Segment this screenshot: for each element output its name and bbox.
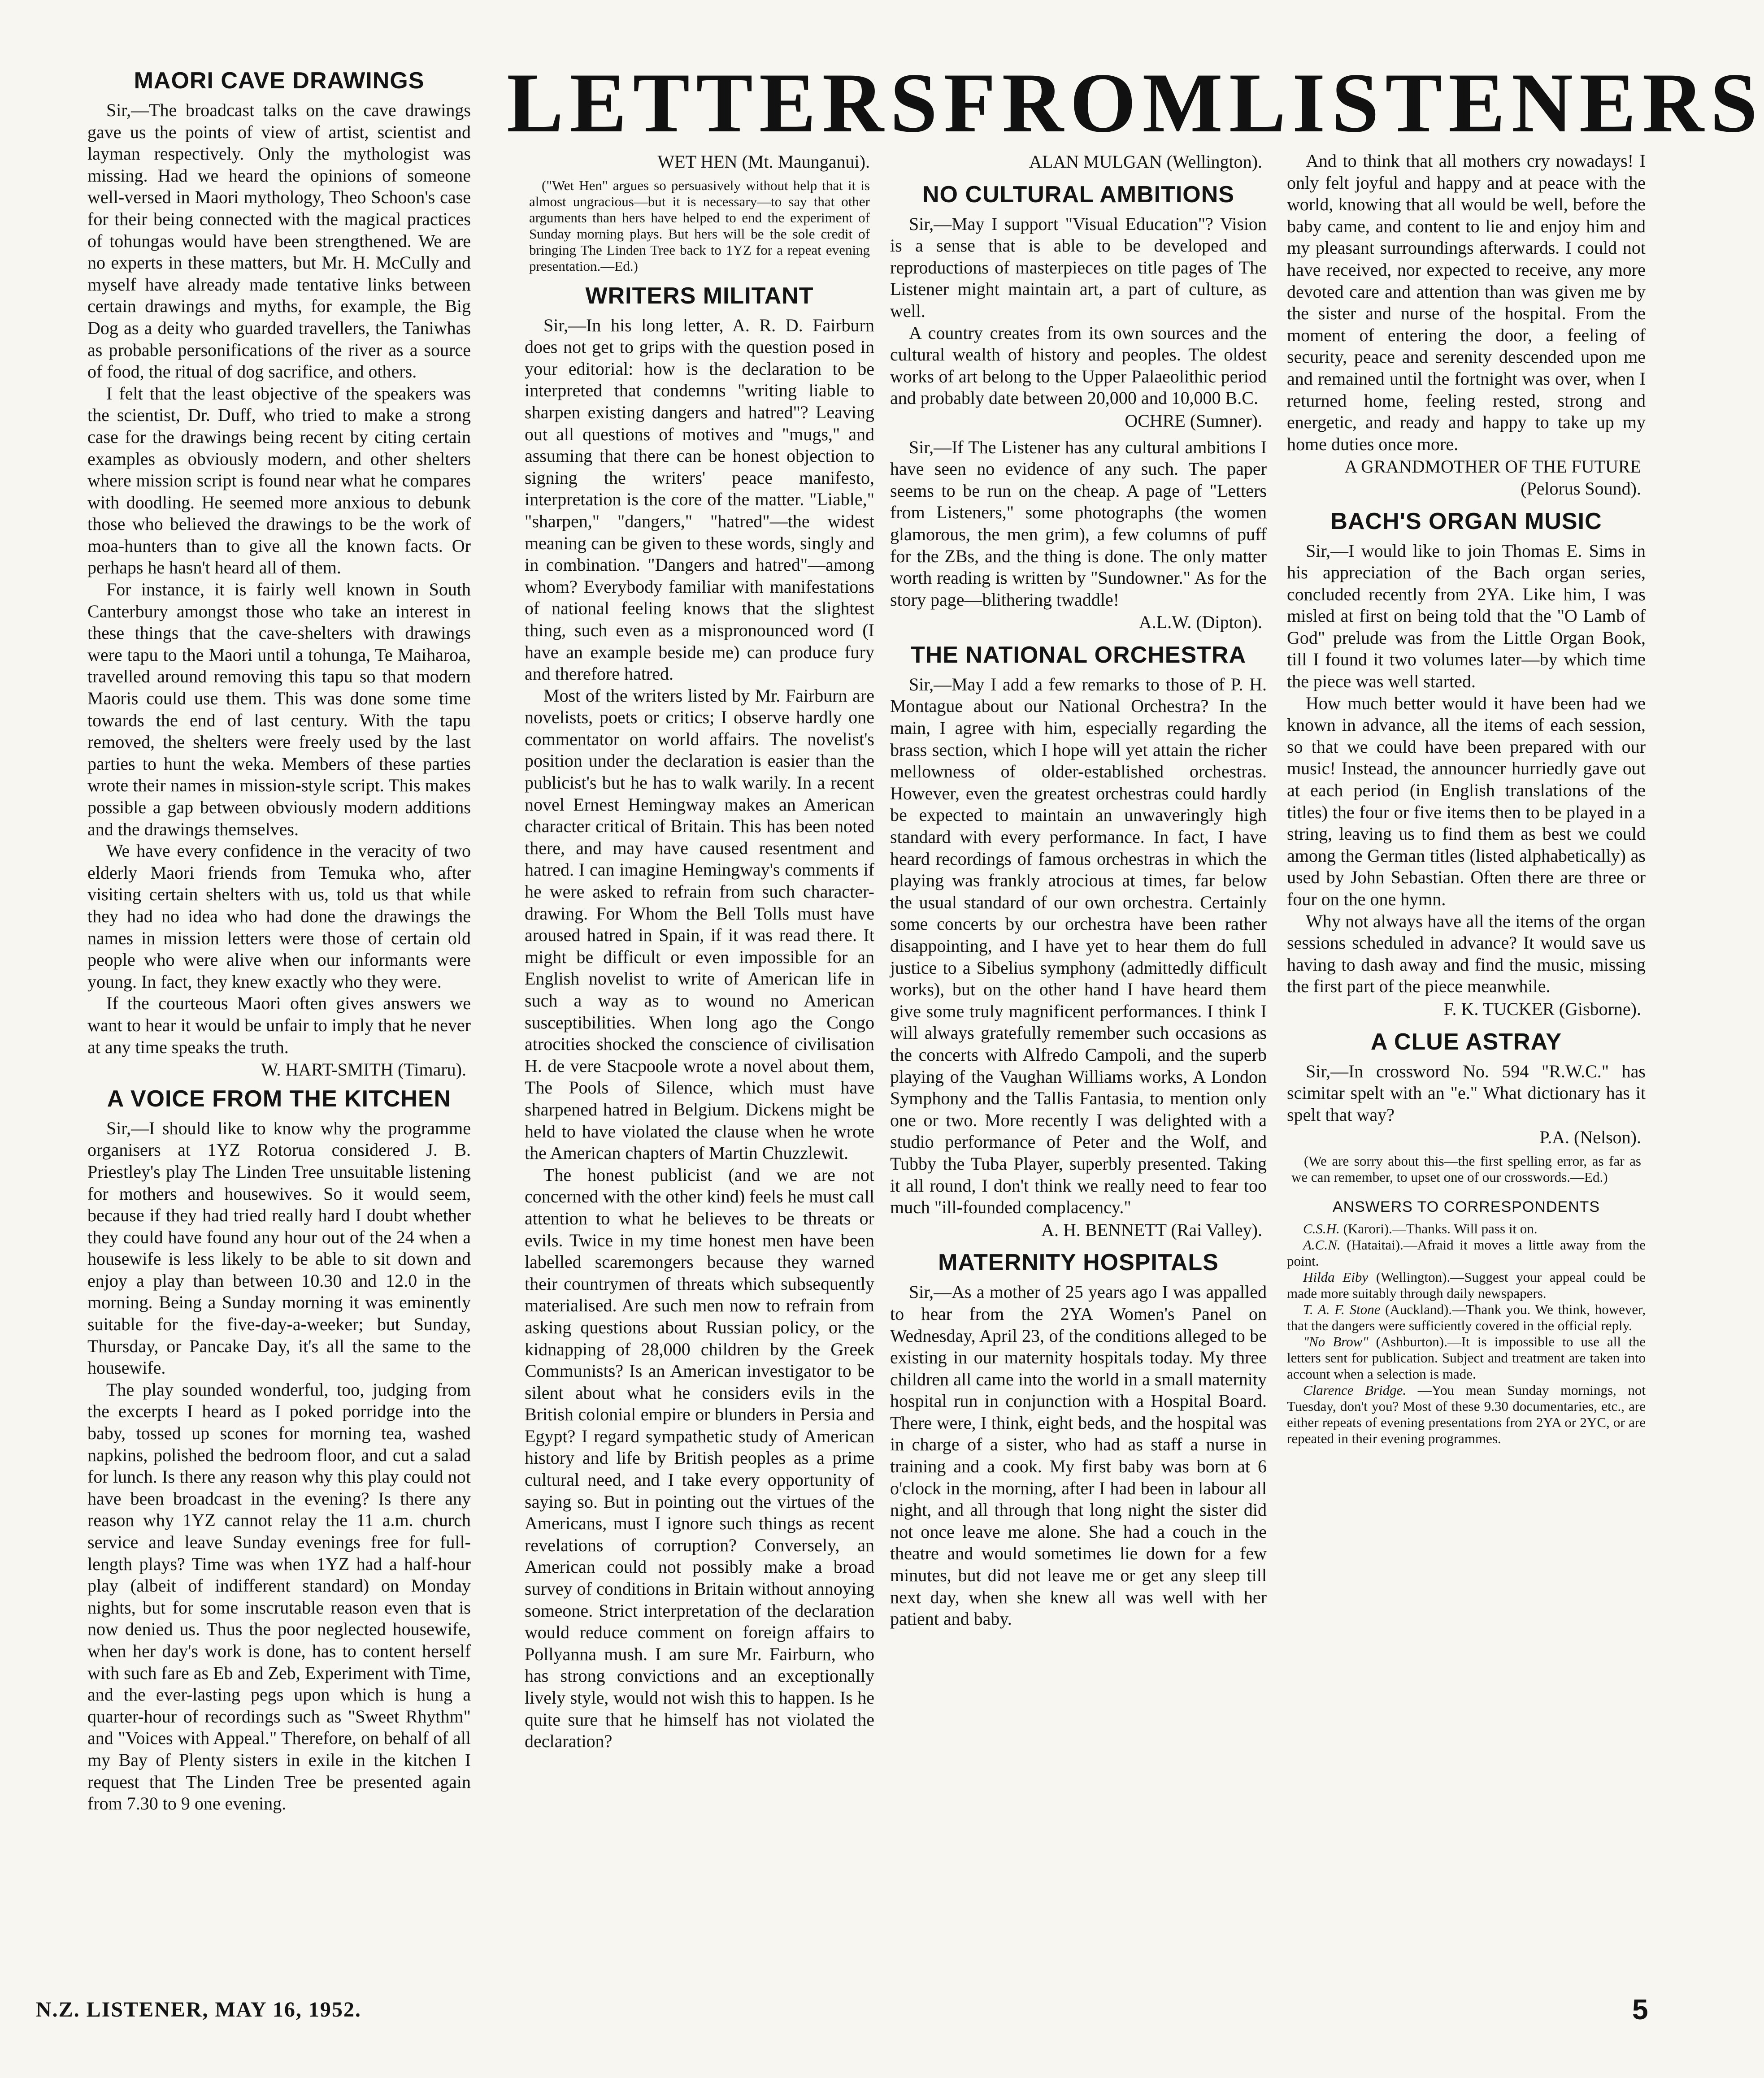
answer-text: (Hataitai).—Afraid it moves a little away from the point. <box>1287 1236 1646 1269</box>
letter-heading: WRITERS MILITANT <box>585 282 814 309</box>
letter-voice-from-kitchen <box>87 1085 471 1814</box>
letter-no-cultural-ambitions <box>890 181 1267 432</box>
column-3 <box>890 150 1267 1629</box>
letter-signature: A GRANDMOTHER OF THE FUTURE (Pelorus Sound). <box>1344 456 1641 499</box>
letter-bachs-organ-music <box>1287 508 1646 1020</box>
masthead-word-listeners: LISTENERS <box>1229 56 1764 150</box>
letter-paragraph: Most of the writers listed by Mr. Fairburn are novelists, poets or critics; I observe hardly one commentator on world affairs. The novelist's position under the declaration is easier than the publicist's but he has to walk warily. In a recent novel Ernest Hemingway makes an American character critical of Britain. This has been noted there, and may have caused resentment and hatred. I can imagine Hemingway's comments if he were asked to refrain from such character-drawing. For Whom the Bell Tolls must have aroused hatred in Spain, if it was read there. It might be difficult or even impossible for an English novelist to write of American life in such a way as to wound no American susceptibilities. When long ago the Congo atrocities shocked the conscience of civilisation H. de vere Stacpoole wrote a novel about them, The Pools of Silence, which must have sharpened hatred in Belgium. Dickens might be held to have violated the clause when he wrote the American chapters of Martin Chuzzlewit. <box>525 685 874 1163</box>
letter-paragraph: And to think that all mothers cry nowadays! I only felt joyful and happy and at peace with the world, knowing that all would be well, before the baby came, and content to lie and enjoy him and my pleasant surroundings afterwards. I could not have received, nor expected to receive, any more devoted care and attention than was given me by the sister and nurse of the hospital. From the moment of entering the door, a feeling of security, peace and serenity descended upon me and remained until the fortnight was over, when I returned home, feeling rested, strong and energetic, and ready and happy to take up my home duties once more. <box>1287 151 1646 454</box>
answer-item <box>1287 1301 1646 1334</box>
answer-item <box>1287 1334 1646 1382</box>
answer-correspondent: A.C.N. <box>1303 1236 1341 1253</box>
column-1 <box>87 67 471 1814</box>
publication-footer: N.Z. LISTENER, MAY 16, 1952. <box>36 1998 361 2022</box>
answer-item <box>1287 1382 1646 1447</box>
letter-maternity-hospitals <box>890 1249 1267 1629</box>
answer-text: —You mean Sunday mornings, not Tuesday, don't you? Most of these 9.30 documentaries, etc., are either repeats of evening presentations from 2YA or 2YC, or are repeated in their evening programmes. <box>1287 1382 1646 1446</box>
letter-paragraph: Sir,—In his long letter, A. R. D. Fairburn does not get to grips with the question posed in your editorial: how is the declaration to be interpreted that condemns "writing liable to sharpen existing dangers and hatred"? Leaving out all questions of motives and "mugs," and assuming that there can be honest objection to signing the writers' peace manifesto, interpretation is the core of the matter. "Liable," "sharpen," "dangers," "hatred"—the widest meaning can be given to these words, singly and in combination. "Dangers and hatred"—among whom? Everybody familiar with manifestations of national feeling knows that the slightest thing, such even as a mispronounced word (I have an example beside me) can produce fury and therefore hatred. <box>525 315 874 684</box>
editor-note: (We are sorry about this—the first spelling error, as far as we can remember, to upset one of our crosswords.—Ed.) <box>1291 1153 1641 1185</box>
letter-signature: P.A. (Nelson). <box>1539 1127 1641 1148</box>
letter-paragraph: Sir,—I would like to join Thomas E. Sims in his appreciation of the Bach organ series, concluded recently from 2YA. Like him, I was misled at first on being told that the "O Lamb of God" prelude was from the Little Organ Book, till I found it two volumes later—by which time the piece was well started. <box>1287 540 1646 692</box>
answers-to-correspondents <box>1287 1196 1646 1447</box>
answers-title: ANSWERS TO CORRESPONDENTS <box>1332 1198 1600 1215</box>
letter-heading: BACH'S ORGAN MUSIC <box>1330 508 1602 534</box>
letter-paragraph-split: Sir,—As a mother of 25 years ago I was appalled to hear from the 2YA Women's Panel on Wednesday, April 23, of the conditions alleged to be existing in our maternity hospitals today. My three children all came into the world in a small maternity hospital run in conjunction with a Hospital Board. There were, I think, eight beds, and the hospital was in charge of a sister, who had as staff a nurse in training and a cook. My first baby was born at 6 o'clock in the morning, after I had been in labour all night, and all through that long night the sister did not once leave me alone. She had a couch in the theatre and would sometimes lie down for a few minutes, but did not leave me or get any sleep till next day, when she knew all was well with her patient and baby. <box>890 1282 1267 1629</box>
letter-heading: A VOICE FROM THE KITCHEN <box>107 1085 452 1112</box>
letter-signature: W. HART-SMITH (Timaru). <box>261 1059 466 1080</box>
answer-correspondent: T. A. F. Stone <box>1303 1301 1381 1317</box>
letter-paragraph: A country creates from its own sources and the cultural wealth of history and peoples. The oldest works of art belong to the Upper Palaeolithic period and probably date between 20,000 and 10,000 B.C. <box>890 322 1267 408</box>
answer-text: (Wellington).—Suggest your appeal could be made more suitably through daily newspapers. <box>1287 1269 1646 1301</box>
letter-paragraph: Why not always have all the items of the organ sessions scheduled in advance? It would save us having to dash away and find the music, missing the first part of the piece meanwhile. <box>1287 911 1646 997</box>
letter-signature: ALAN MULGAN (Wellington). <box>1029 152 1262 172</box>
letter-paragraph: Sir,—May I support "Visual Education"? Vision is a sense that is able to be developed and reproductions of masterpieces on title pages of The Listener might maintain art, a part of culture, as well. <box>890 213 1267 321</box>
letter-signature: F. K. TUCKER (Gisborne). <box>1443 998 1641 1019</box>
letter-paragraph: Sir,—May I add a few remarks to those of P. H. Montague about our National Orchestra? In the main, I agree with him, especially regarding the brass section, which I hope will yet attain the richer mellowness of older-established orchestras. However, even the greatest orchestras could hardly be expected to maintain an unwaveringly high standard with every performance. In fact, I have heard recordings of famous orchestras in which the playing was frankly atrocious at times, far below the usual standard of our own orchestra. Certainly some concerts by our orchestra have been rather disappointing, and I have yet to hear them do full justice to a Sibelius symphony (admittedly difficult works), but on the other hand I have heard them give some truly magnificent performances. I think I will always gratefully remember such occasions as the concerts with Alfredo Campoli, and the superb playing of the Vaughan Williams works, A London Symphony and the Tallis Fantasia, to mention only one or two. More recently I was delighted with a studio performance of Peter and the Wolf, and Tubby the Tuba Player, superbly presented. Taking it all round, I don't think we really need to fear too much "ill-founded complacency." <box>890 674 1267 1218</box>
letter-writers-militant <box>525 282 874 1752</box>
answer-text: (Ashburton).—It is impossible to use all the letters sent for publication. Subject and treatment are taken into account when a selection is made. <box>1287 1333 1646 1382</box>
letter-signature: OCHRE (Sumner). <box>1125 410 1262 431</box>
letter-paragraph: Sir,—I should like to know why the programme organisers at 1YZ Rotorua considered J. B. Priestley's play The Linden Tree unsuitable listening for mothers and housewives. So it would seem, because if they had tried really hard I doubt whether they could have found any hour out of the 24 when a housewife is less likely to be able to sit down and enjoy a play than between 10.30 and 12.0 in the morning. Being a Sunday morning it was eminently suitable for the five-day-a-weeker; but Sunday, Thursday, or Pancake Day, it's all the same to the housewife. <box>87 1118 471 1378</box>
letter-paragraph-split: The play sounded wonderful, too, judging from the excerpts I heard as I poked porridge into the baby, tossed up scones for morning tea, washed napkins, polished the bedroom floor, and cut a salad for lunch. Is there any reason why this play could not have been broadcast in the evening? Is there any reason why 1YZ cannot relay the 11 a.m. church service and leave Sunday evenings free for full-length plays? Time was when 1YZ had a half-hour play (albeit of indifferent standard) on Monday nights, but for some inscrutable reason even that is now denied us. Thus the poor neglected housewife, when her day's work is done, has to content herself with such fare as Eb and Zeb, Experiment with Time, and the ever-lasting pegs upon which is hung a quarter-hour of recordings such as "Sweet Rhythm" and "Voices with Appeal." Therefore, on behalf of all my Bay of Plenty sisters in exile in the kitchen I request that The Linden Tree be presented again from 7.30 to 9 one evening. <box>87 1379 471 1814</box>
answer-item <box>1287 1269 1646 1301</box>
answer-text: (Auckland).—Thank you. We think, however, that the dangers were sufficiently covered in the official reply. <box>1287 1301 1646 1333</box>
answer-correspondent: Hilda Eiby <box>1303 1269 1369 1285</box>
letter-paragraph: How much better would it have been had we known in advance, all the items of each session, so that we could have been prepared with our music! Instead, the announcer hurriedly gave out at each period (in English translations of the titles) the four or five items then to be played in a string, leaving us to find them as best we could among the German titles (listed alphabetically) as used by John Sebastian. Often there are three or four on the one hymn. <box>1287 693 1646 909</box>
letter-paragraph: The honest publicist (and we are not concerned with the other kind) feels he must call attention to what he believes to be threats or evils. Twice in my time honest men have been labelled scaremongers because they warned their countrymen of threats which subsequently materialised. Are such men now to refrain from asking questions about Russian policy, or the kidnapping of 28,000 children by the Greek Communists? Is an American investigator to be silent about what he considers evils in the British colonial empire or blunders in Persia and Egypt? I regard sympathetic study of American history and life by British peoples as a prime cultural need, and I take every opportunity of saying so. But in pointing out the virtues of the Americans, must I ignore such things as recent revelations of corruption? Conversely, an American could not possibly make a broad survey of conditions in Britain without annoying someone. Strict interpretation of the declaration would reduce comment on foreign affairs to Pollyanna mush. I am sure Mr. Fairburn, who has strong convictions and an exceptionally lively style, would not wish this to happen. Is he quite sure that he himself has not violated the declaration? <box>525 1164 874 1752</box>
masthead <box>507 56 1764 150</box>
letter-heading: A CLUE ASTRAY <box>1370 1028 1562 1055</box>
letter-signature: WET HEN (Mt. Maunganui). <box>657 152 870 172</box>
letter-heading: MATERNITY HOSPITALS <box>938 1249 1219 1276</box>
letter-signature: A.L.W. (Dipton). <box>1138 612 1262 633</box>
column-4 <box>1287 150 1646 1447</box>
letter-paragraph: Sir,—If The Listener has any cultural ambitions I have seen no evidence of any such. The paper seems to be run on the cheap. A page of "Letters from Listeners," some photographs (the women glamorous, the men grim), a few columns of puff for the ZBs, and the thing is done. The only matter worth reading is written by "Sundowner." As for the story page—blithering twaddle! <box>890 437 1267 610</box>
masthead-word-from: FROM <box>943 56 1229 150</box>
letter-national-orchestra <box>890 642 1267 1241</box>
answer-correspondent: Clarence Bridge. <box>1303 1382 1407 1398</box>
letter-paragraph: I felt that the least objective of the speakers was the scientist, Dr. Duff, who tried to make a strong case for the drawings being recent by citing certain examples as obviously modern, and other shelters where mission script is found near what he compares with doodling. He seemed more anxious to debunk those who believed the drawings to be the work of moa-hunters than to give all the known facts. Or perhaps he hasn't heard all of them. <box>87 383 471 578</box>
letter-heading: NO CULTURAL AMBITIONS <box>922 181 1234 208</box>
letter-cultural-ambitions-reply <box>890 437 1267 633</box>
answer-item <box>1287 1237 1646 1269</box>
masthead-word-letters: LETTERS <box>507 56 944 150</box>
editor-note: ("Wet Hen" argues so persuasively without help that it is almost ungracious—but it is necessary—to say that other arguments than hers have helped to end the experiment of Sunday morning plays. But hers will be the sole credit of bringing The Linden Tree back to 1YZ for a repeat evening presentation.—Ed.) <box>529 177 870 274</box>
letter-heading: THE NATIONAL ORCHESTRA <box>910 642 1247 668</box>
letter-paragraph: For instance, it is fairly well known in South Canterbury amongst those who take an interest in these things that the cave-shelters with drawings were tapu to the Maori until a tohunga, Te Maiharoa, travelled around removing this tapu so that modern Maoris could use them. This was done some time towards the end of last century. With the tapu removed, the shelters were freely used by the last parties to hunt the weka. Members of these parties wrote their names in mission-style script. This makes possible a gap between obviously modern additions and the drawings themselves. <box>87 579 471 839</box>
answer-item <box>1287 1221 1646 1237</box>
column-2 <box>525 150 874 1752</box>
letter-paragraph: If the courteous Maori often gives answers we want to hear it would be unfair to imply that he never at any time speaks the truth. <box>87 993 471 1057</box>
letter-maori-cave-drawings <box>87 67 471 1081</box>
letter-paragraph: Sir,—In crossword No. 594 "R.W.C." has scimitar spelt with an "e." What dictionary has it spelt that way? <box>1287 1061 1646 1125</box>
page-number: 5 <box>1632 1993 1648 2026</box>
letter-signature: A. H. BENNETT (Rai Valley). <box>1041 1219 1262 1240</box>
answer-correspondent: "No Brow" <box>1303 1333 1369 1349</box>
letter-clue-astray <box>1287 1028 1646 1185</box>
letter-paragraph: Sir,—The broadcast talks on the cave drawings gave us the points of view of artist, scientist and layman respectively. Only the mythologist was missing. Had we heard the opinions of someone well-versed in Maori mythology, Theo Schoon's case for their being connected with the magical practices of tohungas would have been strengthened. We are no experts in these matters, but Mr. H. McCully and myself have already made tentative links between certain drawings and myths, for example, the Big Dog as a deity who guarded travellers, the Taniwhas as probable personifications of the river as a source of food, the ritual of dog sacrifice, and others. <box>87 100 471 382</box>
letter-paragraph: We have every confidence in the veracity of two elderly Maori friends from Temuka who, after visiting certain shelters with us, told us that while they had no idea who had done the drawings the names in mission letters were those of certain old people who were alive when our informants were young. In fact, they knew exactly who they were. <box>87 841 471 992</box>
answer-correspondent: C.S.H. <box>1303 1220 1340 1236</box>
answer-text: (Karori).—Thanks. Will pass it on. <box>1343 1220 1538 1236</box>
letter-heading: MAORI CAVE DRAWINGS <box>134 68 425 94</box>
